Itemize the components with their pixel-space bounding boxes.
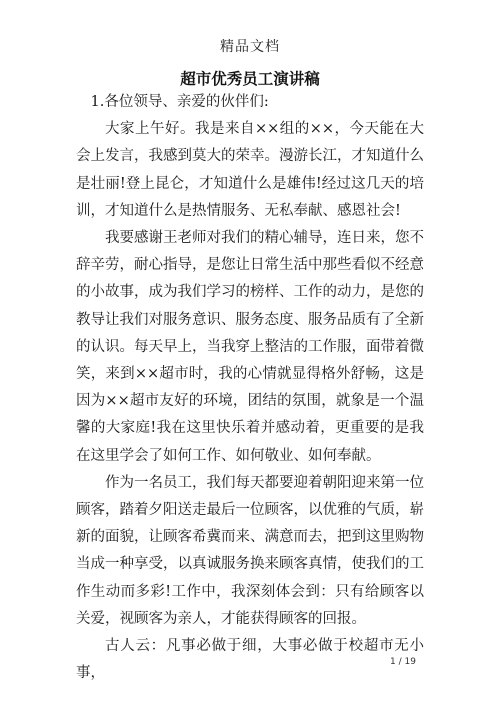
header-label: 精品文档 (220, 39, 280, 55)
page-number: 1 / 19 (390, 657, 416, 667)
paragraph-4: 古人云：凡事必做于细，大事必做于校超市无小事， (76, 638, 424, 682)
salutation: 1.各位领导、亲爱的伙伴们: (90, 94, 269, 110)
document-body (76, 89, 424, 687)
paragraph-1: 大家上午好。我是来自××组的××，今天能在大会上发言，我感到莫大的荣幸。漫游长江，才知道什么是壮丽!登上昆仑，才知道什么是雄伟!经过这几天的培训，才知道什么是热情服务、无私奉献、感恩社会! (76, 121, 424, 219)
document-title: 超市优秀员工演讲稿 (180, 69, 320, 88)
paragraph-3: 作为一名员工，我们每天都要迎着朝阳迎来第一位顾客，踏着夕阳送走最后一位顾客，以优雅的气质，崭新的面貌，让顾客希冀而来、满意而去，把到这里购物当成一种享受，以真诚服务换来顾客真情，使我们的工作生动而多彩!工作中，我深刻体会到：只有给顾客以关爱，视顾客为亲人，才能获得顾客的回报。 (76, 474, 424, 627)
paragraph-2: 我要感谢王老师对我们的精心辅导，连日来，您不辞辛劳，耐心指导，是您让日常生活中那些看似不经意的小故事，成为我们学习的榜样、工作的动力，是您的教导让我们对服务意识、服务态度、服务品质有了全新的认识。每天早上，当我穿上整洁的工作服，面带着微笑，来到××超市时，我的心情就显得格外舒畅，这是因为××超市友好的环境，团结的氛围，就象是一个温馨的大家庭!我在这里快乐着并感动着，更重要的是我在这里学会了如何工作、如何敬业、如何奉献。 (76, 230, 424, 464)
